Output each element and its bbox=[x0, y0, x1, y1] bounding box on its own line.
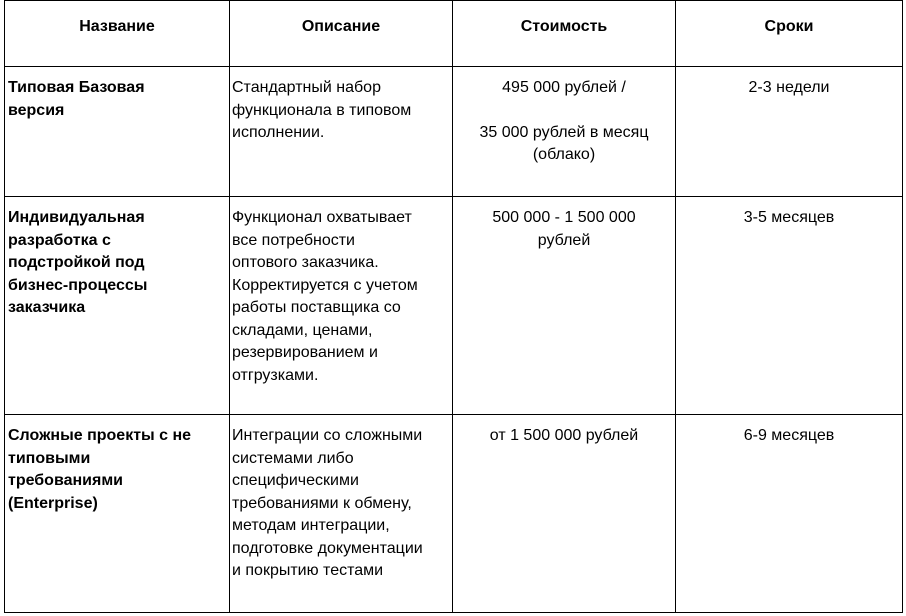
name-line: Индивидуальная bbox=[8, 209, 145, 226]
term-text: 6-9 месяцев bbox=[743, 427, 835, 444]
description-line: функционала в типовом bbox=[232, 101, 412, 119]
name-line: бизнес-процессы bbox=[8, 276, 148, 294]
table-header-row bbox=[5, 1, 903, 67]
description-line: исполнении. bbox=[232, 124, 325, 141]
header-term: Сроки bbox=[676, 1, 903, 67]
name-line: подстройкой под bbox=[8, 254, 145, 271]
description-line: системами либо bbox=[232, 449, 354, 467]
name-line: Сложные проекты с не bbox=[8, 427, 192, 444]
table-row bbox=[5, 67, 903, 197]
row-price bbox=[453, 197, 676, 415]
price-gap bbox=[455, 100, 673, 122]
description-line: Интеграции со сложными bbox=[232, 427, 423, 444]
row-term bbox=[676, 415, 903, 613]
description-line: подготовке документации bbox=[232, 539, 423, 557]
term-text: 2-3 недели bbox=[748, 79, 830, 96]
pricing-table bbox=[4, 0, 903, 613]
row-name bbox=[5, 197, 230, 415]
description-line: методам интеграции, bbox=[232, 517, 390, 534]
row-price bbox=[453, 67, 676, 197]
term-text: 3-5 месяцев bbox=[743, 209, 835, 226]
price-line: рублей bbox=[537, 231, 591, 249]
table-row bbox=[5, 415, 903, 613]
description-line: резервированием и bbox=[232, 344, 378, 361]
row-price bbox=[453, 415, 676, 613]
description-line: отгрузками. bbox=[232, 366, 319, 384]
name-line: разработка с bbox=[8, 231, 111, 249]
header-price: Стоимость bbox=[453, 1, 676, 67]
description-line: оптового заказчика. bbox=[232, 254, 379, 271]
row-name bbox=[5, 67, 230, 197]
price-line: от 1 500 000 рублей bbox=[489, 427, 639, 444]
description-line: Корректируется с учетом bbox=[232, 276, 418, 294]
name-line: версия bbox=[8, 101, 65, 119]
row-term bbox=[676, 67, 903, 197]
table-row bbox=[5, 197, 903, 415]
name-line: требованиями bbox=[8, 472, 123, 489]
name-line: заказчика bbox=[8, 299, 86, 316]
description-line: работы поставщика со bbox=[232, 299, 401, 316]
price-line: 35 000 рублей в месяц bbox=[479, 123, 649, 141]
row-description bbox=[230, 415, 453, 613]
description-line: специфическими bbox=[232, 472, 359, 489]
description-line: складами, ценами, bbox=[232, 321, 373, 339]
header-name: Название bbox=[5, 1, 230, 67]
name-line: Типовая Базовая bbox=[8, 79, 145, 96]
row-description bbox=[230, 197, 453, 415]
row-term bbox=[676, 197, 903, 415]
name-line: типовыми bbox=[8, 449, 91, 467]
row-description bbox=[230, 67, 453, 197]
row-name bbox=[5, 415, 230, 613]
description-line: все потребности bbox=[232, 231, 355, 249]
name-line: (Enterprise) bbox=[8, 494, 98, 512]
price-line: 495 000 рублей / bbox=[502, 79, 626, 96]
price-line: (облако) bbox=[532, 146, 596, 163]
description-line: требованиями к обмену, bbox=[232, 494, 412, 512]
description-line: Функционал охватывает bbox=[232, 209, 412, 226]
description-line: и покрытию тестами bbox=[232, 562, 384, 579]
header-description: Описание bbox=[230, 1, 453, 67]
price-line: 500 000 - 1 500 000 bbox=[492, 209, 636, 226]
description-line: Стандартный набор bbox=[232, 79, 381, 96]
